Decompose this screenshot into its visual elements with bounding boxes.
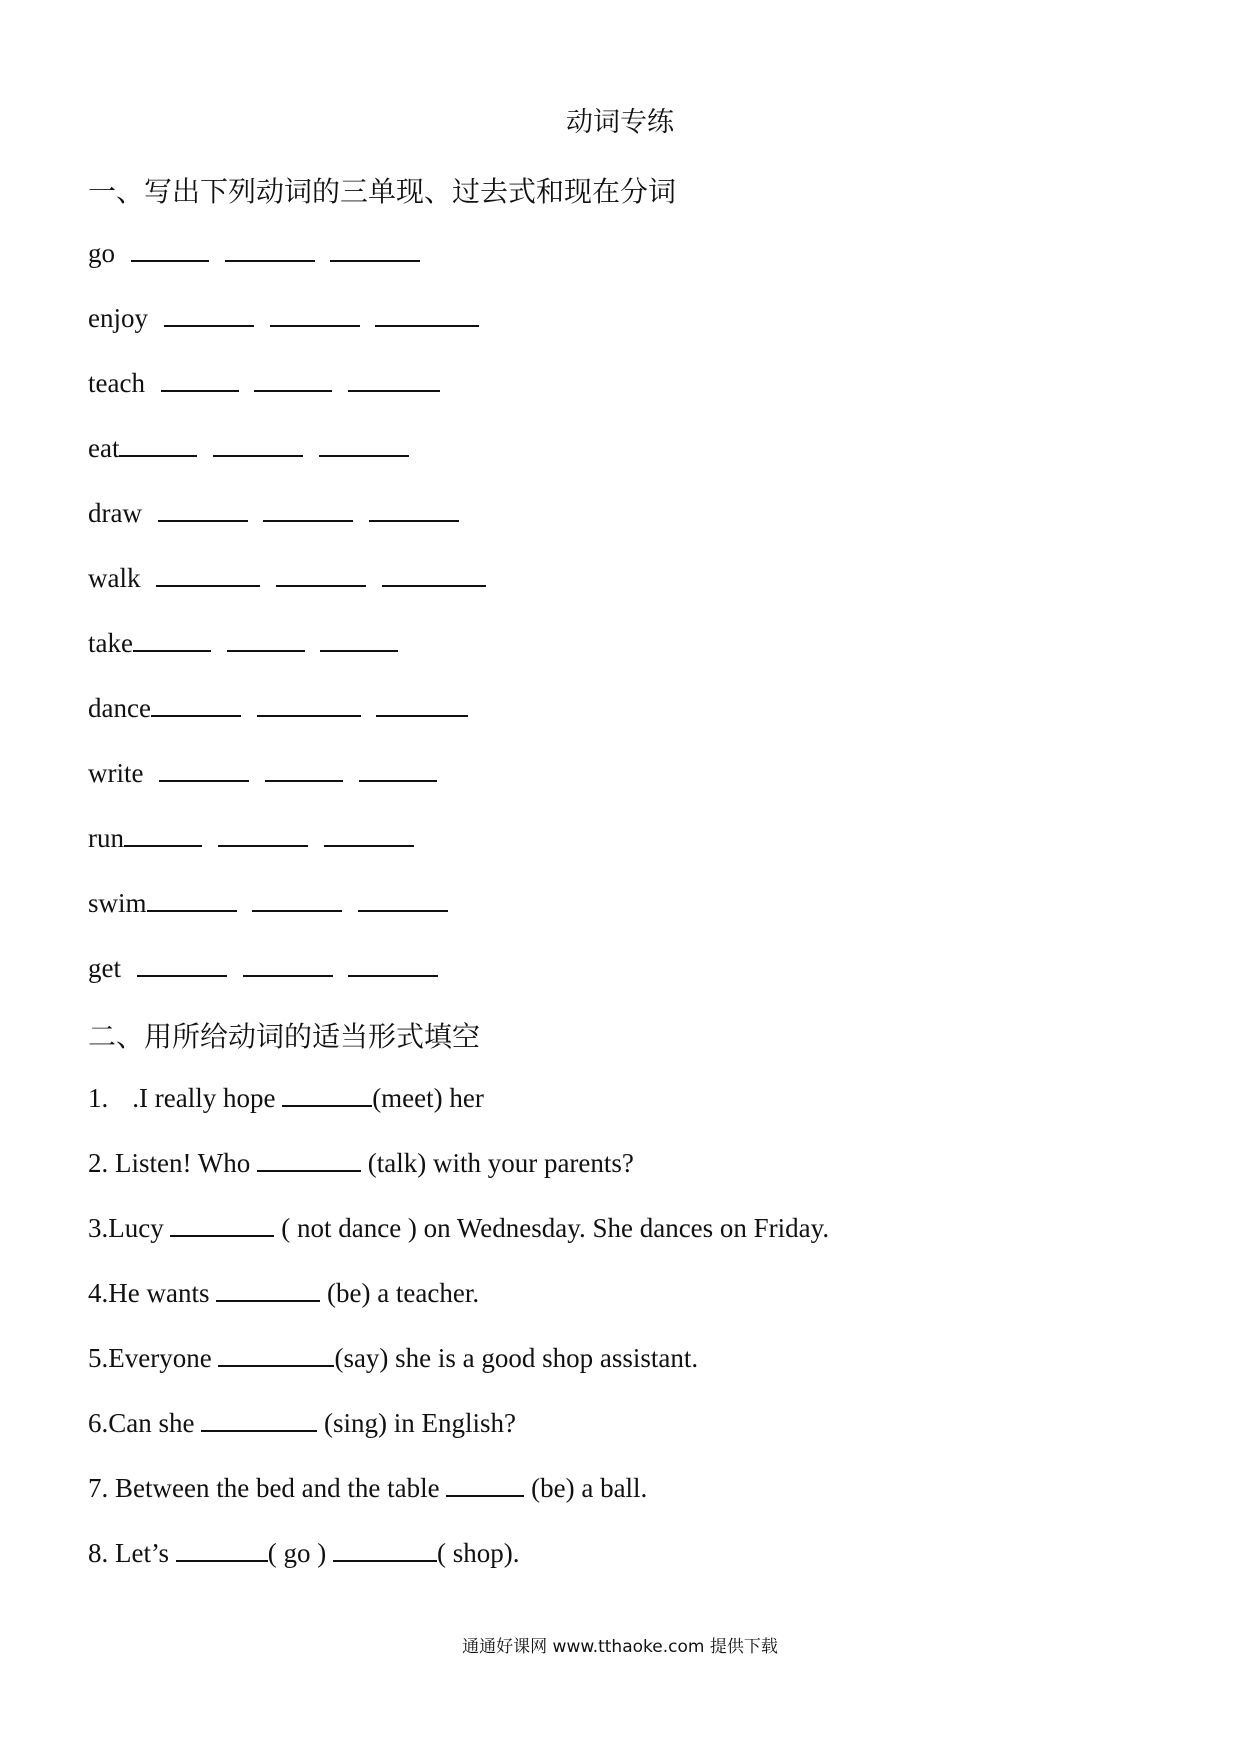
question-text: (meet) her xyxy=(372,1083,484,1113)
question-text: 2. Listen! Who xyxy=(88,1148,257,1178)
verb-row-write xyxy=(88,758,437,787)
answer-blank[interactable] xyxy=(348,368,440,392)
answer-blank[interactable] xyxy=(201,1408,317,1432)
verb-row-run xyxy=(88,823,414,852)
verb-row-walk xyxy=(88,563,486,592)
page-title: 动词专练 xyxy=(566,107,674,138)
answer-blank[interactable] xyxy=(137,953,227,977)
question-text: (be) a ball. xyxy=(524,1473,648,1503)
page-footer: 通通好课网 www.tthaoke.com 提供下载 xyxy=(462,1637,778,1657)
answer-blank[interactable] xyxy=(319,433,409,457)
answer-blank[interactable] xyxy=(369,498,459,522)
answer-blank[interactable] xyxy=(330,238,420,262)
question-text: 6.Can she xyxy=(88,1408,202,1438)
answer-blank[interactable] xyxy=(333,1538,437,1562)
question-7 xyxy=(88,1473,647,1502)
verb-row-swim xyxy=(88,888,448,917)
question-text: 3.Lucy xyxy=(88,1213,171,1243)
question-8 xyxy=(88,1538,519,1567)
answer-blank[interactable] xyxy=(151,693,241,717)
answer-blank[interactable] xyxy=(225,238,315,262)
verb-row-dance xyxy=(88,693,468,722)
question-text: (be) a teacher. xyxy=(320,1278,480,1308)
question-text: 4.He wants xyxy=(88,1278,217,1308)
question-6 xyxy=(88,1408,516,1437)
answer-blank[interactable] xyxy=(124,823,202,847)
answer-blank[interactable] xyxy=(382,563,486,587)
question-text: ( go ) xyxy=(267,1538,333,1568)
answer-blank[interactable] xyxy=(254,368,332,392)
answer-blank[interactable] xyxy=(324,823,414,847)
answer-blank[interactable] xyxy=(282,1083,372,1107)
verb-label: go xyxy=(88,238,115,268)
answer-blank[interactable] xyxy=(131,238,209,262)
section-2-heading: 二、用所给动词的适当形式填空 xyxy=(88,1020,481,1053)
verb-row-eat xyxy=(88,433,409,462)
answer-blank[interactable] xyxy=(263,498,353,522)
verb-row-teach xyxy=(88,368,440,397)
verb-row-take xyxy=(88,628,398,657)
answer-blank[interactable] xyxy=(156,563,260,587)
verb-label: write xyxy=(88,758,144,788)
answer-blank[interactable] xyxy=(161,368,239,392)
verb-label: eat xyxy=(88,433,120,463)
question-text: .I really hope xyxy=(132,1083,283,1113)
answer-blank[interactable] xyxy=(276,563,366,587)
question-1 xyxy=(88,1083,484,1112)
answer-blank[interactable] xyxy=(164,303,254,327)
answer-blank[interactable] xyxy=(218,1343,334,1367)
answer-blank[interactable] xyxy=(133,628,211,652)
answer-blank[interactable] xyxy=(216,1278,320,1302)
verb-label: swim xyxy=(88,888,147,918)
question-text: (talk) with your parents? xyxy=(360,1148,634,1178)
answer-blank[interactable] xyxy=(320,628,398,652)
verb-label: draw xyxy=(88,498,142,528)
verb-row-go xyxy=(88,238,420,267)
question-text: ( shop). xyxy=(436,1538,520,1568)
question-text: 5.Everyone xyxy=(88,1343,219,1373)
answer-blank[interactable] xyxy=(147,888,237,912)
answer-blank[interactable] xyxy=(375,303,479,327)
question-4 xyxy=(88,1278,479,1307)
question-text: (sing) in English? xyxy=(317,1408,516,1438)
answer-blank[interactable] xyxy=(257,1148,361,1172)
verb-label: run xyxy=(88,823,124,853)
answer-blank[interactable] xyxy=(376,693,468,717)
question-5 xyxy=(88,1343,698,1372)
verb-row-draw xyxy=(88,498,459,527)
question-number: 1. xyxy=(88,1083,109,1113)
verb-label: get xyxy=(88,953,121,983)
verb-row-get xyxy=(88,953,438,982)
answer-blank[interactable] xyxy=(358,888,448,912)
question-3 xyxy=(88,1213,829,1242)
question-text: 8. Let’s xyxy=(88,1538,176,1568)
answer-blank[interactable] xyxy=(270,303,360,327)
answer-blank[interactable] xyxy=(159,758,249,782)
question-text: ( not dance ) on Wednesday. She dances on Friday. xyxy=(274,1213,830,1243)
answer-blank[interactable] xyxy=(158,498,248,522)
question-text: (say) she is a good shop assistant. xyxy=(334,1343,699,1373)
verb-label: teach xyxy=(88,368,145,398)
verb-label: take xyxy=(88,628,133,658)
answer-blank[interactable] xyxy=(227,628,305,652)
answer-blank[interactable] xyxy=(265,758,343,782)
verb-label: enjoy xyxy=(88,303,148,333)
answer-blank[interactable] xyxy=(218,823,308,847)
answer-blank[interactable] xyxy=(176,1538,268,1562)
verb-label: dance xyxy=(88,693,151,723)
question-2 xyxy=(88,1148,634,1177)
answer-blank[interactable] xyxy=(213,433,303,457)
answer-blank[interactable] xyxy=(252,888,342,912)
answer-blank[interactable] xyxy=(170,1213,274,1237)
question-text: 7. Between the bed and the table xyxy=(88,1473,447,1503)
answer-blank[interactable] xyxy=(119,433,197,457)
answer-blank[interactable] xyxy=(257,693,361,717)
answer-blank[interactable] xyxy=(359,758,437,782)
verb-row-enjoy xyxy=(88,303,479,332)
answer-blank[interactable] xyxy=(446,1473,524,1497)
section-1-heading: 一、写出下列动词的三单现、过去式和现在分词 xyxy=(88,175,677,208)
verb-label: walk xyxy=(88,563,141,593)
answer-blank[interactable] xyxy=(243,953,333,977)
answer-blank[interactable] xyxy=(348,953,438,977)
